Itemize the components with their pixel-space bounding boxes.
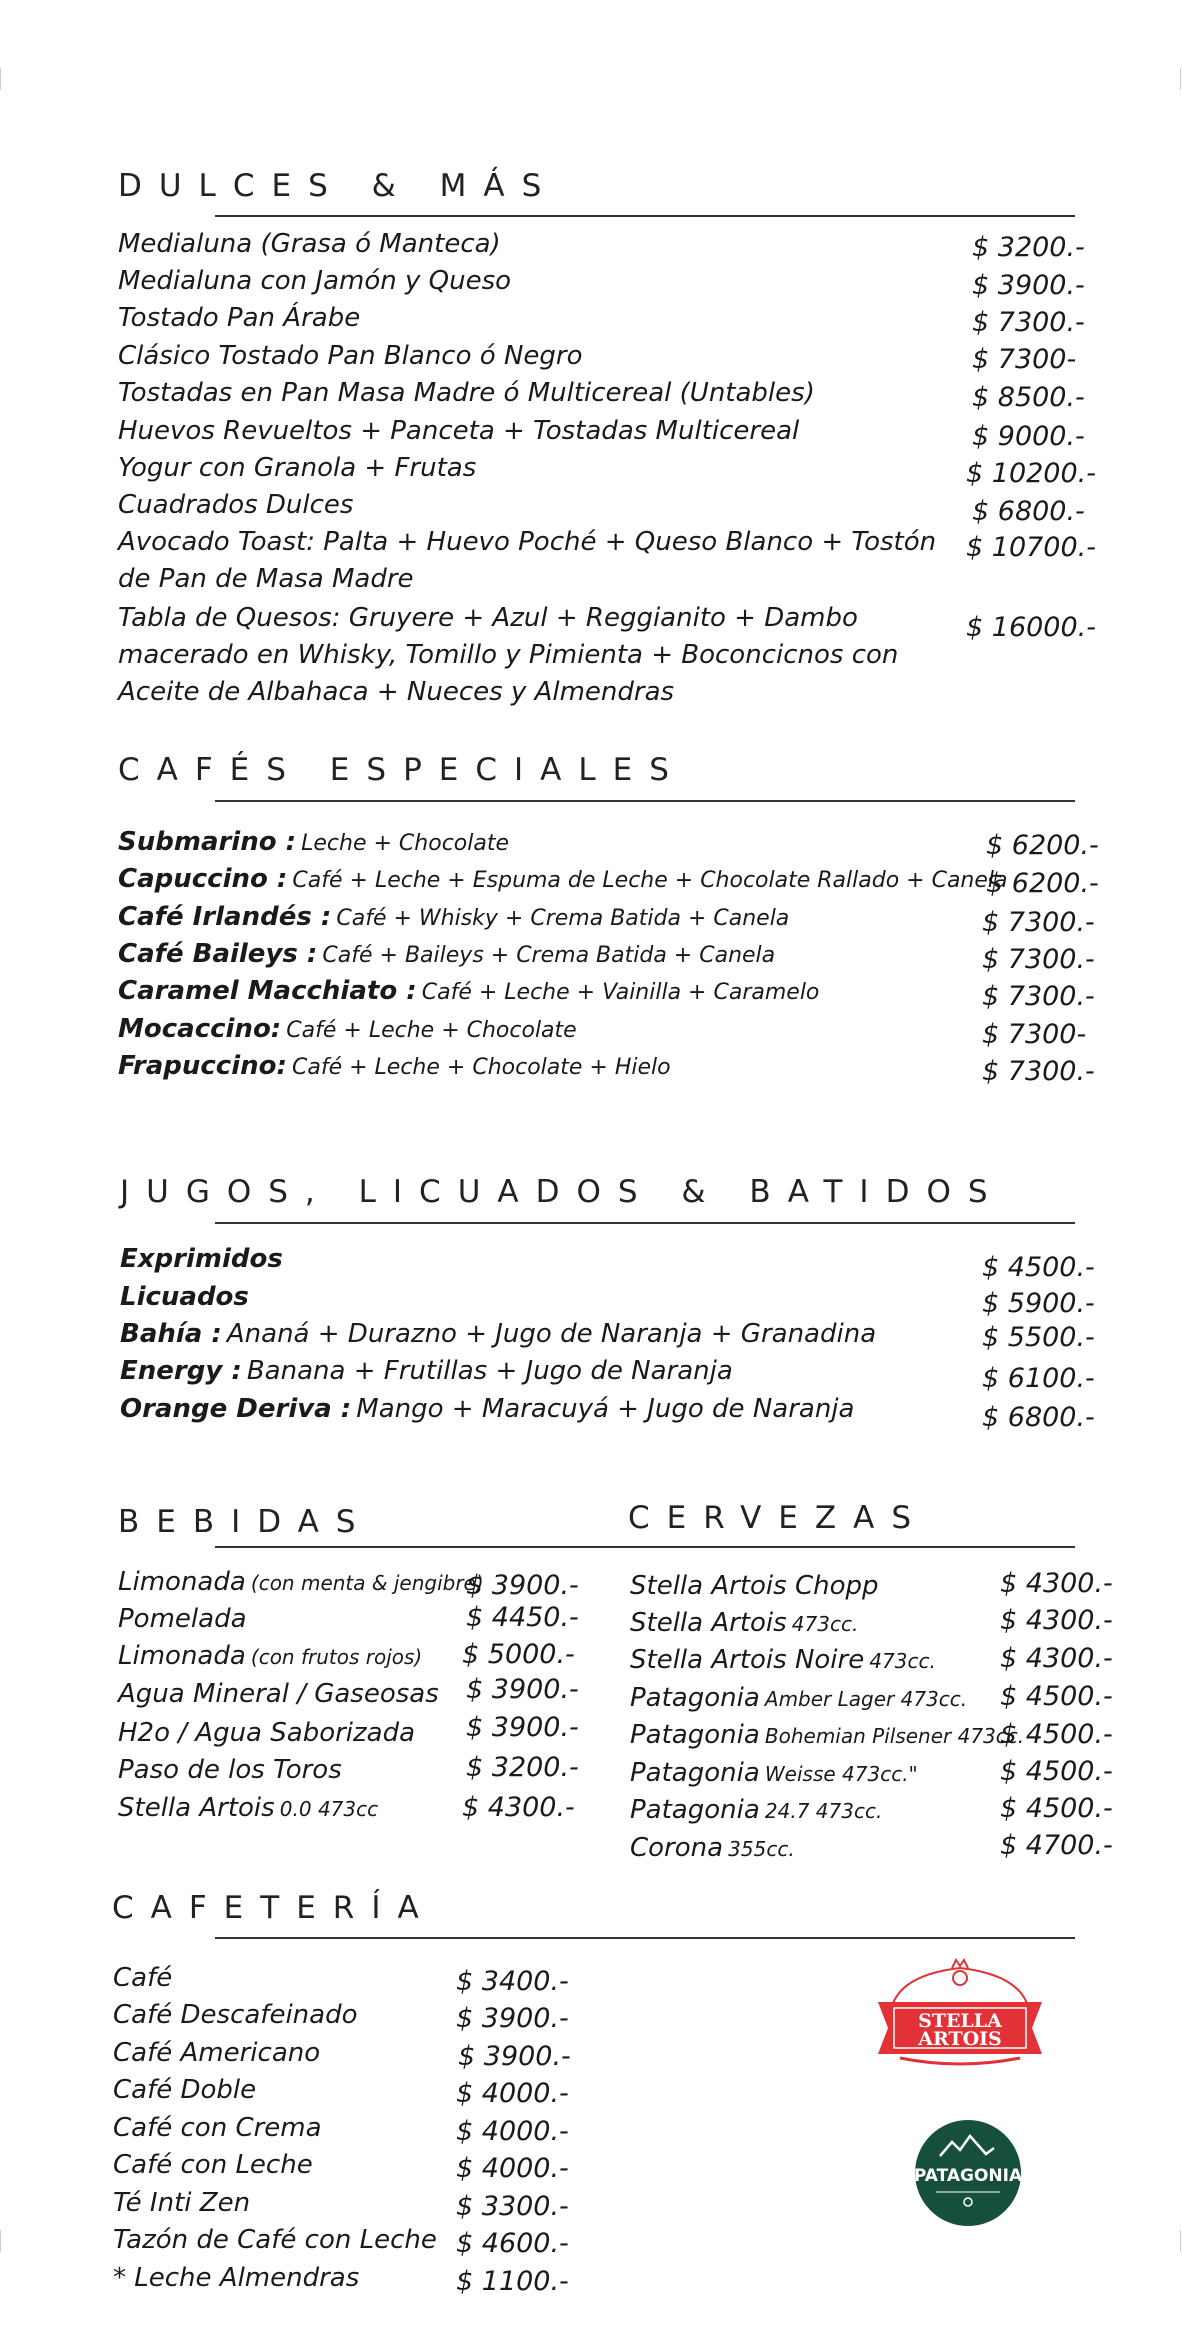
item-price: $ 3200.- <box>466 1752 579 1783</box>
menu-item: Té Inti Zen <box>113 2188 251 2218</box>
menu-item <box>118 1564 484 1603</box>
menu-item <box>118 1011 577 1050</box>
menu-item: Café Descafeinado <box>113 2000 358 2030</box>
item-price: $ 7300- <box>972 344 1077 375</box>
menu-item <box>120 1279 249 1318</box>
menu-item <box>630 1755 918 1794</box>
stella-logo-text-2: ARTOIS <box>918 2028 1002 2050</box>
item-note: 355cc. <box>728 1837 795 1861</box>
item-price: $ 7300.- <box>982 1056 1095 1087</box>
item-name: Energy : <box>120 1356 242 1386</box>
patagonia-logo <box>906 2118 1030 2228</box>
item-name: Patagonia <box>630 1758 760 1788</box>
item-name: Submarino : <box>118 827 297 857</box>
menu-item <box>120 1316 876 1355</box>
item-price: $ 8500.- <box>972 382 1085 413</box>
section-title-cafes-especiales: CAFÉS ESPECIALES <box>118 752 686 788</box>
item-price: $ 16000.- <box>966 612 1096 643</box>
menu-item: Tostadas en Pan Masa Madre ó Multicereal (Untables) <box>118 378 815 408</box>
item-price: $ 3300.- <box>456 2191 569 2222</box>
menu-item: * Leche Almendras <box>113 2263 360 2293</box>
menu-item: Medialuna con Jamón y Queso <box>118 266 512 296</box>
menu-item: Clásico Tostado Pan Blanco ó Negro <box>118 341 583 371</box>
item-name: Café Irlandés : <box>118 902 332 932</box>
menu-item: Tazón de Café con Leche <box>113 2225 437 2255</box>
menu-item <box>118 1601 247 1640</box>
item-price: $ 6200.- <box>986 868 1099 899</box>
menu-item <box>118 1752 342 1791</box>
menu-item <box>118 861 1008 900</box>
section-title-cervezas: CERVEZAS <box>628 1500 928 1536</box>
menu-item: Café Doble <box>113 2075 257 2105</box>
section-title-jugos: JUGOS, LICUADOS & BATIDOS <box>120 1174 1005 1210</box>
menu-item: Café con Leche <box>113 2150 313 2180</box>
item-price: $ 4300.- <box>462 1792 575 1823</box>
item-note: 473cc. <box>869 1649 936 1673</box>
section-divider <box>215 1937 1075 1939</box>
item-note: 473cc. <box>791 1612 859 1636</box>
item-price: $ 6800.- <box>972 496 1085 527</box>
item-name: Licuados <box>120 1282 249 1312</box>
item-note: 24.7 473cc. <box>764 1799 883 1823</box>
section-title-dulces: DULCES & MÁS <box>118 168 559 204</box>
item-price: $ 10200.- <box>966 458 1096 489</box>
menu-item <box>118 1790 378 1829</box>
item-price: $ 5500.- <box>982 1322 1095 1353</box>
item-note: Amber Lager 473cc. <box>764 1687 968 1711</box>
item-price: $ 3900.- <box>466 1712 579 1743</box>
item-desc: Café + Baileys + Crema Batida + Canela <box>322 943 776 968</box>
item-price: $ 4500.- <box>1000 1681 1113 1712</box>
patagonia-logo-text: PATAGONIA <box>913 2166 1023 2186</box>
crop-mark <box>1180 2230 1181 2252</box>
item-name: Paso de los Toros <box>118 1755 342 1785</box>
item-desc: Leche + Chocolate <box>301 831 510 856</box>
item-name: Stella Artois <box>630 1608 787 1638</box>
menu-item <box>118 1048 671 1087</box>
menu-item <box>120 1353 733 1392</box>
item-price: $ 6800.- <box>982 1402 1095 1433</box>
item-desc: Banana + Frutillas + Jugo de Naranja <box>246 1356 733 1386</box>
menu-item <box>630 1717 1024 1756</box>
item-note: (con frutos rojos) <box>250 1645 423 1669</box>
menu-item: Yogur con Granola + Frutas <box>118 453 477 483</box>
item-name: H2o / Agua Saborizada <box>118 1718 416 1748</box>
item-price: $ 4600.- <box>456 2228 569 2259</box>
item-name: Caramel Macchiato : <box>118 976 417 1006</box>
section-divider <box>215 1546 1075 1548</box>
menu-item: Tostado Pan Árabe <box>118 303 361 333</box>
item-name: Corona <box>630 1833 724 1863</box>
item-name: Bahía : <box>120 1319 222 1349</box>
item-name: Stella Artois Noire <box>630 1645 865 1675</box>
menu-item: Medialuna (Grasa ó Manteca) <box>118 229 501 259</box>
item-desc: Café + Leche + Vainilla + Caramelo <box>421 980 820 1005</box>
item-note: (con menta & jengibre) <box>250 1571 484 1595</box>
item-name: Stella Artois <box>118 1793 275 1823</box>
menu-item <box>118 1638 422 1677</box>
item-price: $ 4500.- <box>1000 1756 1113 1787</box>
crop-mark <box>0 68 1 90</box>
crop-mark <box>1180 68 1181 90</box>
stella-artois-logo <box>872 1958 1048 2070</box>
item-price: $ 4300.- <box>1000 1568 1113 1599</box>
item-name: Exprimidos <box>120 1244 283 1274</box>
item-note: 0.0 473cc <box>279 1797 379 1821</box>
menu-item <box>118 824 509 863</box>
item-desc: Café + Leche + Chocolate + Hielo <box>292 1055 671 1080</box>
stella-logo-text-1: STELLA <box>918 2010 1002 2032</box>
menu-item <box>630 1680 967 1719</box>
section-divider <box>215 1222 1075 1224</box>
menu-item: Café con Crema <box>113 2113 322 2143</box>
item-price: $ 9000.- <box>972 421 1085 452</box>
item-price: $ 6200.- <box>986 830 1099 861</box>
menu-item <box>630 1605 858 1644</box>
item-name: Café Baileys : <box>118 939 318 969</box>
menu-item-long: Avocado Toast: Palta + Huevo Poché + Queso Blanco + Tostón de Pan de Masa Madre <box>118 527 937 594</box>
item-name: Agua Mineral / Gaseosas <box>118 1679 439 1709</box>
crop-mark <box>0 2230 1 2252</box>
item-name: Limonada <box>118 1641 246 1671</box>
menu-item: Café <box>113 1963 173 1993</box>
item-price: $ 4500.- <box>982 1252 1095 1283</box>
menu-item <box>630 1792 882 1831</box>
item-price: $ 3900.- <box>458 2041 571 2072</box>
menu-item <box>118 936 775 975</box>
item-name: Mocaccino: <box>118 1014 282 1044</box>
item-price: $ 10700.- <box>966 532 1096 563</box>
menu-item <box>630 1568 879 1607</box>
section-title-bebidas: BEBIDAS <box>118 1504 373 1540</box>
item-price: $ 5000.- <box>462 1639 575 1670</box>
item-note: Bohemian Pilsener 473cc. <box>764 1724 1025 1748</box>
item-desc: Café + Whisky + Crema Batida + Canela <box>336 906 790 931</box>
item-name: Stella Artois Chopp <box>630 1571 879 1601</box>
item-price: $ 7300.- <box>982 981 1095 1012</box>
item-desc: Café + Leche + Chocolate <box>286 1018 577 1043</box>
item-price: $ 5900.- <box>982 1288 1095 1319</box>
menu-item: Cuadrados Dulces <box>118 490 354 520</box>
item-price: $ 7300.- <box>972 307 1085 338</box>
item-price: $ 3900.- <box>466 1674 579 1705</box>
menu-item <box>118 973 819 1012</box>
item-price: $ 4700.- <box>1000 1830 1113 1861</box>
item-name: Orange Deriva : <box>120 1394 352 1424</box>
menu-item <box>630 1642 936 1681</box>
item-name: Limonada <box>118 1567 246 1597</box>
item-price: $ 4500.- <box>1000 1793 1113 1824</box>
item-price: $ 1100.- <box>456 2266 569 2297</box>
menu-item <box>118 1715 415 1754</box>
item-price: $ 4300.- <box>1000 1605 1113 1636</box>
item-name: Capuccino : <box>118 864 288 894</box>
item-price: $ 3900.- <box>972 270 1085 301</box>
item-name: Patagonia <box>630 1795 760 1825</box>
menu-item <box>118 1676 439 1715</box>
section-divider <box>215 215 1075 217</box>
item-desc: Mango + Maracuyá + Jugo de Naranja <box>356 1394 855 1424</box>
menu-item: Huevos Revueltos + Panceta + Tostadas Multicereal <box>118 416 800 446</box>
item-desc: Café + Leche + Espuma de Leche + Chocolate Rallado + Canela <box>292 868 1008 893</box>
item-price: $ 7300- <box>982 1019 1087 1050</box>
item-price: $ 3900.- <box>456 2003 569 2034</box>
menu-item-long: Tabla de Quesos: Gruyere + Azul + Reggianito + Dambo macerado en Whisky, Tomillo y Pimienta + Boconcicnos con Aceite de Albahaca + Nueces y Almendras <box>118 603 899 707</box>
menu-item <box>120 1391 854 1430</box>
item-name: Pomelada <box>118 1604 247 1634</box>
item-price: $ 7300.- <box>982 907 1095 938</box>
item-name: Patagonia <box>630 1720 760 1750</box>
menu-item <box>630 1830 795 1869</box>
item-price: $ 4450.- <box>466 1602 579 1633</box>
item-price: $ 4000.- <box>456 2078 569 2109</box>
section-divider <box>215 800 1075 802</box>
item-note: Weisse 473cc." <box>764 1762 918 1786</box>
item-price: $ 4000.- <box>456 2153 569 2184</box>
item-price: $ 4300.- <box>1000 1643 1113 1674</box>
item-name: Patagonia <box>630 1683 760 1713</box>
item-desc: Ananá + Durazno + Jugo de Naranja + Granadina <box>226 1319 877 1349</box>
menu-item <box>120 1241 283 1280</box>
item-price: $ 6100.- <box>982 1363 1095 1394</box>
item-price: $ 3200.- <box>972 232 1085 263</box>
item-price: $ 7300.- <box>982 944 1095 975</box>
section-title-cafeteria: CAFETERÍA <box>112 1890 436 1926</box>
item-price: $ 4500.- <box>1000 1719 1113 1750</box>
menu-item <box>118 899 789 938</box>
item-price: $ 4000.- <box>456 2116 569 2147</box>
item-price: $ 3400.- <box>456 1966 569 1997</box>
item-name: Frapuccino: <box>118 1051 287 1081</box>
menu-item: Café Americano <box>113 2038 321 2068</box>
item-price: $ 3900.- <box>466 1570 579 1601</box>
